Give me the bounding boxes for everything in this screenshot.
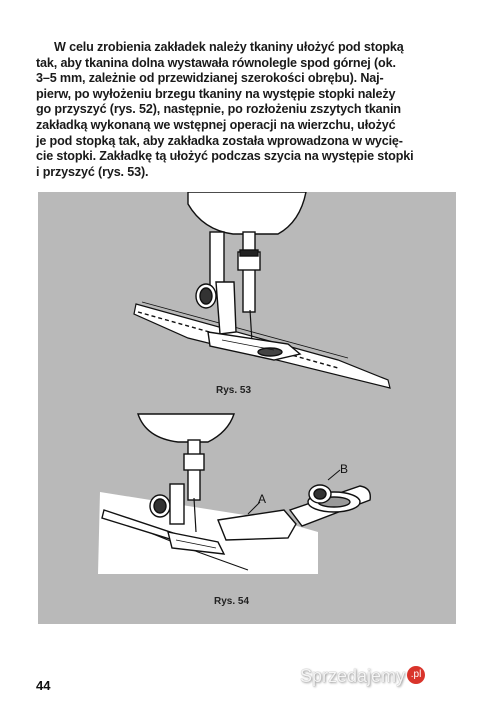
callout-label: A (258, 492, 267, 506)
watermark-text: Sprzedajemy (300, 666, 406, 686)
text-line: 3–5 mm, zależnie od przewidzianej szerokości obrębu). Naj- (36, 71, 384, 86)
watermark-badge-icon: .pl (407, 666, 425, 684)
page-number: 44 (36, 678, 51, 693)
text-line: i przyszyć (rys. 53). (36, 164, 149, 179)
text-line: cie stopki. Zakładkę tą ułożyć podczas szycia na występie stopki (36, 149, 414, 164)
text-line: tak, aby tkanina dolna wystawała równolegle spod górnej (ok. (36, 55, 396, 70)
callout-label: B (340, 462, 349, 476)
sewing-foot-illustration (38, 192, 456, 624)
figure-rys-53 (134, 192, 390, 388)
illustration-panel (38, 192, 456, 624)
text-line: zakładką wykonaną we wstępnej operacji na wierzchu, ułożyć (36, 117, 396, 132)
text-line: W celu zrobienia zakładek należy tkaniny ułożyć pod stopką (54, 40, 404, 54)
text-line: pierw, po wyłożeniu brzegu tkaniny na występie stopki należy (36, 86, 396, 101)
figure-caption: Rys. 53 (216, 385, 252, 396)
text-line: je pod stopką tak, aby zakładka została wprowadzona w wycię- (36, 133, 403, 148)
watermark-logo (300, 666, 470, 696)
figure-rys-54 (98, 414, 370, 574)
body-paragraph (36, 40, 460, 180)
figure-caption: Rys. 54 (214, 596, 250, 607)
text-line: go przyszyć (rys. 52), następnie, po rozłożeniu zszytych tkanin (36, 102, 401, 117)
